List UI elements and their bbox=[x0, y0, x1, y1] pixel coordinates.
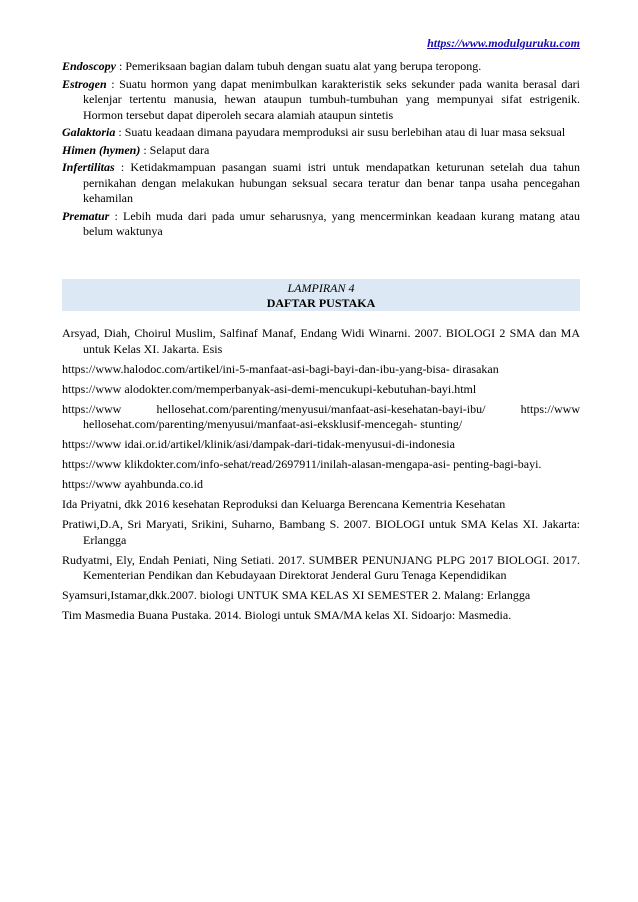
glossary-definition: Lebih muda dari pada umur seharusnya, yang mencerminkan keadaan kurang matang atau belum waktunya bbox=[83, 208, 580, 238]
reference-list bbox=[62, 326, 580, 628]
glossary-definition: Selaput dara bbox=[149, 142, 210, 157]
glossary-entry: Infertilitas : Ketidakmampuan pasangan suami istri untuk mendapatkan keturunan setelah dua tahun pernikahan dengan melakukan hubungan seksual secara teratur dan benar tanpa usaha pencegahan kehamilan bbox=[62, 160, 580, 205]
section-title: DAFTAR PUSTAKA bbox=[266, 296, 376, 310]
reference-item: https://www alodokter.com/memperbanyak-asi-demi-mencukupi-kebutuhan-bayi.html bbox=[62, 381, 477, 396]
glossary-term: Endoscopy bbox=[62, 59, 116, 73]
reference-item: Rudyatmi, Ely, Endah Peniati, Ning Setiati. 2017. SUMBER PENUNJANG PLPG 2017 BIOLOGI. 2017. Kementerian Pendikan dan Kebudayaan Direktorat Jenderal Guru Tenaga Kependidikan bbox=[62, 552, 580, 582]
glossary-entry: Prematur : Lebih muda dari pada umur seharusnya, yang mencerminkan keadaan kurang matang atau belum waktunya bbox=[62, 208, 580, 238]
glossary-list bbox=[62, 59, 580, 242]
glossary-term: Prematur bbox=[62, 208, 110, 223]
reference-item: https://www.halodoc.com/artikel/ini-5-manfaat-asi-bagi-bayi-dan-ibu-yang-bisa- dirasakan bbox=[62, 361, 499, 376]
glossary-term: Infertilitas bbox=[62, 160, 115, 174]
reference-item: https://www ayahbunda.co.id bbox=[62, 477, 203, 491]
glossary-entry: Estrogen : Suatu hormon yang dapat menimbulkan karakteristik seks sekunder pada wanita berasal dari kelenjar tertentu manusia, hewan ataupun tumbuh-tumbuhan yang mempunyai sifat estrigenik. Hormon tersebut dapat diperoleh secara alamiah ataupun sintetis bbox=[62, 76, 580, 122]
glossary-entry: Endoscopy : Pemeriksaan bagian dalam tubuh dengan suatu alat yang berupa teropong. bbox=[62, 59, 482, 73]
reference-item: https://www hellosehat.com/parenting/menyusui/manfaat-asi-kesehatan-bayi-ibu/ https://www hellosehat.com/parenting/menyusui/manfaat-asi-eksklusif-mencegah- stunting/ bbox=[62, 401, 580, 431]
glossary-definition: Suatu hormon yang dapat menimbulkan karakteristik seks sekunder pada wanita berasal dari kelenjar tertentu manusia, hewan ataupun tumbuh-tumbuhan yang mempunyai sifat estrigenik. Hormon tersebut dapat diperoleh secara alamiah ataupun sintetis bbox=[83, 76, 580, 122]
glossary-definition: Ketidakmampuan pasangan suami istri untuk mendapatkan keturunan setelah dua tahun pernikahan dengan melakukan hubungan seksual secara teratur dan benar tanpa usaha pencegahan kehamilan bbox=[83, 160, 580, 205]
reference-item: Ida Priyatni, dkk 2016 kesehatan Reproduksi dan Keluarga Berencana Kementria Kesehatan bbox=[62, 497, 506, 511]
reference-item: https://www idai.or.id/artikel/klinik/asi/dampak-dari-tidak-menyusui-di-indonesia bbox=[62, 437, 455, 451]
glossary-definition: Suatu keadaan dimana payudara memproduksi air susu berlebihan atau di luar masa seksual bbox=[124, 125, 566, 139]
reference-item: Pratiwi,D.A, Sri Maryati, Srikini, Suharno, Bambang S. 2007. BIOLOGI untuk SMA Kelas XI. Jakarta: Erlangga bbox=[62, 517, 580, 547]
glossary-entry: Himen (hymen) : Selaput dara bbox=[62, 142, 210, 157]
section-subtitle: LAMPIRAN 4 bbox=[287, 281, 355, 295]
glossary-entry: Galaktoria : Suatu keadaan dimana payudara memproduksi air susu berlebihan atau di luar masa seksual bbox=[62, 125, 566, 139]
glossary-term: Himen (hymen) bbox=[62, 142, 141, 157]
section-header bbox=[62, 279, 580, 311]
reference-item: https://www klikdokter.com/info-sehat/read/2697911/inilah-alasan-mengapa-asi- penting-bagi-bayi. bbox=[62, 457, 542, 471]
glossary-term: Galaktoria bbox=[62, 125, 116, 139]
glossary-definition: Pemeriksaan bagian dalam tubuh dengan suatu alat yang berupa teropong. bbox=[125, 59, 482, 73]
reference-item: Arsyad, Diah, Choirul Muslim, Salfinaf Manaf, Endang Widi Winarni. 2007. BIOLOGI 2 SMA dan MA untuk Kelas XI. Jakarta. Esis bbox=[62, 326, 580, 356]
reference-item: Syamsuri,Istamar,dkk.2007. biologi UNTUK SMA KELAS XI SEMESTER 2. Malang: Erlangga bbox=[62, 588, 531, 602]
header-url-link[interactable]: https://www.modulguruku.com bbox=[427, 36, 580, 50]
glossary-term: Estrogen bbox=[62, 76, 107, 91]
reference-item: Tim Masmedia Buana Pustaka. 2014. Biologi untuk SMA/MA kelas XI. Sidoarjo: Masmedia. bbox=[62, 608, 512, 622]
